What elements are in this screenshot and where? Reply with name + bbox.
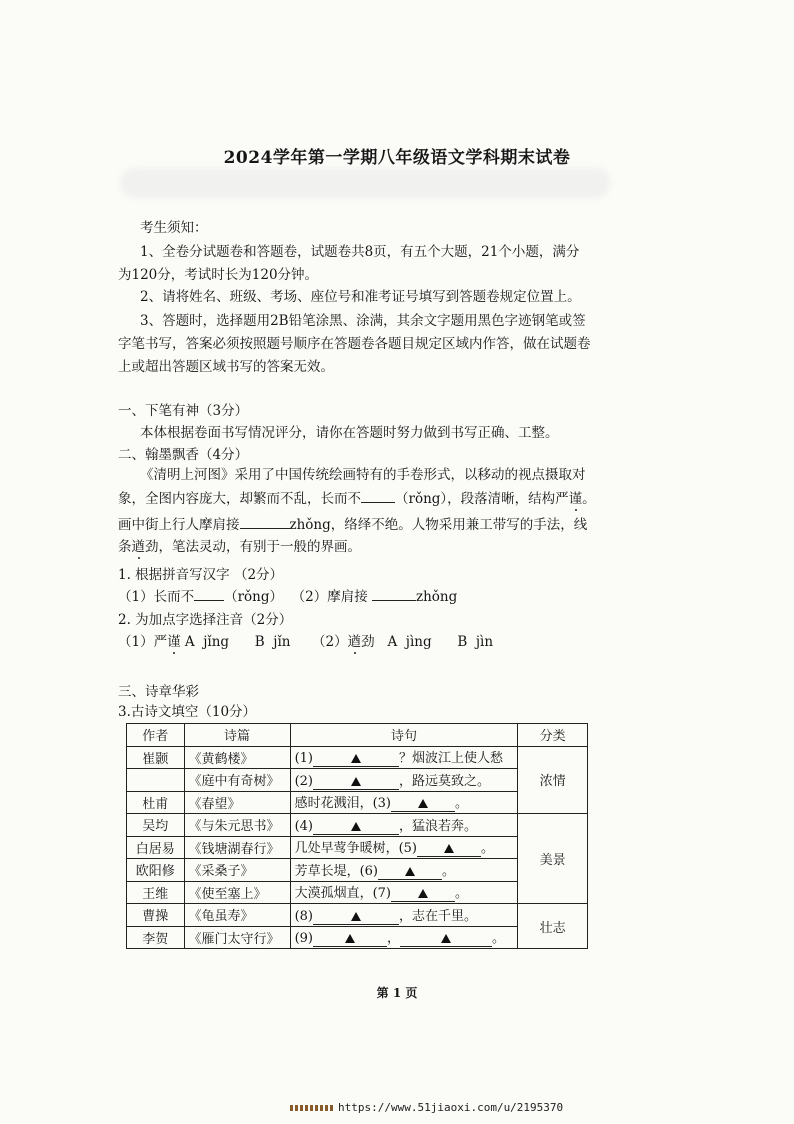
triangle-icon: [345, 934, 355, 943]
cell-category: 浓情: [518, 746, 588, 814]
cell-poem: 《黄鹤楼》: [184, 746, 290, 769]
footer-url: https://www.51jiaoxi.com/u/2195370: [290, 1101, 563, 1114]
notice-item-1-cont: 为120分，考试时长为120分钟。: [118, 267, 319, 283]
dotted-char-qiu: 遒: [131, 539, 145, 555]
cell-category: 美景: [518, 814, 588, 904]
header-verse: 诗句: [290, 724, 518, 747]
blank-zhong: [240, 516, 290, 529]
cell-verse: (1) ？烟波江上使人愁: [290, 746, 518, 769]
header-poem: 诗篇: [184, 724, 290, 747]
section-1-text: 本体根据卷面书写情况评分，请你在答题时努力做到书写正确、工整。: [140, 425, 559, 441]
notice-item-3-cont-1: 字笔书写，答案必须按照题号顺序在答题卷各题目规定区域内作答，做在试题卷: [118, 336, 591, 352]
cell-verse: 几处早莺争暖树，(5) 。: [290, 836, 518, 859]
table-row: [127, 814, 588, 837]
cell-author: 杜甫: [127, 791, 185, 814]
cell-verse: 感时花溅泪，(3) 。: [290, 791, 518, 814]
cell-poem: 《采桑子》: [184, 859, 290, 882]
cell-poem: 《钱塘湖春行》: [184, 836, 290, 859]
header-author: 作者: [127, 724, 185, 747]
table-row: [127, 746, 588, 769]
answer-slot: [391, 887, 455, 902]
passage-line-4: 条遒劲，笔法灵动，有别于一般的界画。: [118, 539, 361, 555]
answer-slot: [400, 932, 492, 947]
triangle-icon: [441, 934, 451, 943]
cell-verse: (4) ，猛浪若奔。: [290, 814, 518, 837]
cell-verse: (9) ， 。: [290, 926, 518, 949]
cell-author: 曹操: [127, 904, 185, 927]
passage-line-3: 画中街上行人摩肩接 zhǒng，络绎不绝。人物采用兼工带写的手法，线: [118, 517, 588, 533]
header-category: 分类: [518, 724, 588, 747]
cell-poem: 《雁门太守行》: [184, 926, 290, 949]
cell-verse: (8) ，志在千里。: [290, 904, 518, 927]
cell-author: 王维: [127, 881, 185, 904]
cell-author: [127, 769, 185, 792]
triangle-icon: [351, 822, 361, 831]
notice-item-3-cont-2: 上或超出答题区域书写的答案无效。: [118, 359, 334, 375]
question-3: 3.古诗文填空（10分）: [118, 704, 257, 720]
cell-category: 壮志: [518, 904, 588, 949]
cell-verse: 芳草长堤，(6) 。: [290, 859, 518, 882]
section-3-heading: 三、诗章华彩: [118, 684, 199, 700]
answer-blank-2: [372, 588, 416, 601]
poem-table: [126, 723, 588, 949]
answer-slot: [313, 820, 399, 835]
page-title: 2024学年第一学期八年级语文学科期末试卷: [223, 148, 571, 168]
cell-author: 李贺: [127, 926, 185, 949]
triangle-icon: [405, 867, 415, 876]
answer-blank-1: [194, 588, 224, 601]
cell-author: 崔颢: [127, 746, 185, 769]
scan-smudge: [120, 168, 610, 198]
triangle-icon: [444, 844, 454, 853]
triangle-icon: [351, 754, 361, 763]
answer-slot: [378, 865, 442, 880]
passage-line-1: 《清明上河图》采用了中国传统绘画特有的手卷形式，以移动的视点摄取对: [140, 467, 586, 483]
triangle-icon: [351, 912, 361, 921]
triangle-icon: [418, 889, 428, 898]
answer-slot: [313, 910, 399, 925]
cell-poem: 《龟虽寿》: [184, 904, 290, 927]
question-1-items: （1）长而不 （rǒng） （2）摩肩接 zhǒng: [118, 589, 458, 605]
notice-heading: 考生须知：: [140, 220, 208, 236]
page-number: 第 1 页: [376, 986, 418, 1000]
table-row: [127, 904, 588, 927]
answer-slot: [313, 932, 387, 947]
cell-author: 吴均: [127, 814, 185, 837]
notice-item-3: 3、答题时，选择题用2B铅笔涂黑、涂满，其余文字题用黑色字迹钢笔或签: [140, 313, 586, 329]
answer-slot: [391, 797, 455, 812]
cell-poem: 《与朱元思书》: [184, 814, 290, 837]
watermark-logo-icon: [290, 1105, 334, 1111]
notice-item-2: 2、请将姓名、班级、考场、座位号和准考证号填写到答题卷规定位置上。: [140, 289, 581, 305]
question-1: 1. 根据拼音写汉字 （2分）: [118, 567, 284, 583]
blank-rong: [361, 490, 395, 503]
answer-slot: [313, 775, 399, 790]
cell-author: 欧阳修: [127, 859, 185, 882]
section-2-heading: 二、翰墨飘香（4分）: [118, 447, 249, 463]
dotted-char-jin: 谨: [568, 491, 583, 507]
cell-author: 白居易: [127, 836, 185, 859]
cell-poem: 《庭中有奇树》: [184, 769, 290, 792]
cell-verse: (2) ，路远莫致之。: [290, 769, 518, 792]
cell-poem: 《春望》: [184, 791, 290, 814]
cell-verse: 大漠孤烟直，(7) 。: [290, 881, 518, 904]
question-2-items: （1）严谨 A jǐng B jǐn （2）遒劲 A jìng B jìn: [118, 634, 494, 650]
question-2: 2. 为加点字选择注音（2分）: [118, 612, 293, 628]
notice-item-1: 1、全卷分试题卷和答题卷，试题卷共8页，有五个大题，21个小题，满分: [140, 244, 580, 260]
triangle-icon: [351, 777, 361, 786]
answer-slot: [313, 752, 399, 767]
cell-poem: 《使至塞上》: [184, 881, 290, 904]
triangle-icon: [418, 799, 428, 808]
answer-slot: [417, 842, 481, 857]
table-header-row: [127, 724, 588, 747]
passage-line-2: 象，全图内容庞大，却繁而不乱，长而不 （rǒng），段落清晰，结构严谨。: [118, 491, 596, 507]
section-1-heading: 一、下笔有神（3分）: [118, 403, 249, 419]
